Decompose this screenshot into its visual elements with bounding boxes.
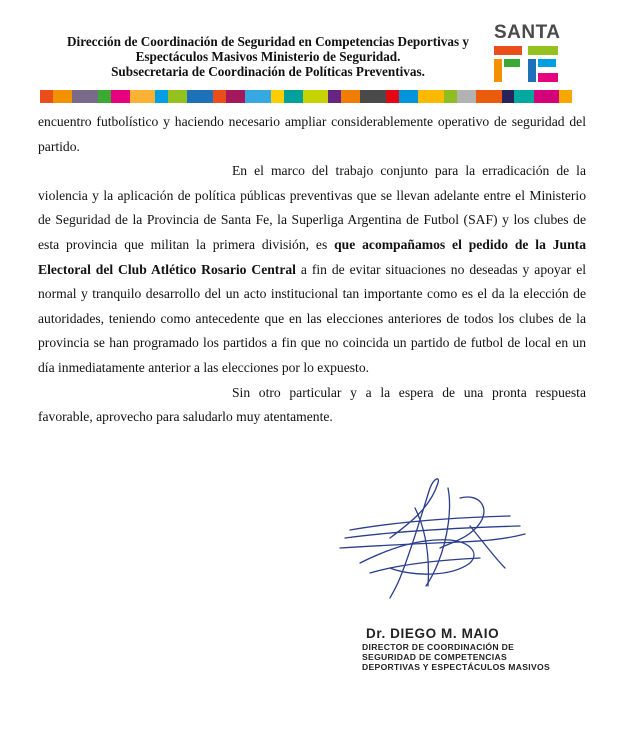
stripe-segment <box>130 90 156 103</box>
paragraph-2 <box>38 159 586 380</box>
stripe-segment <box>360 90 386 103</box>
letterhead <box>0 0 625 110</box>
stripe-segment <box>399 90 418 103</box>
paragraph-2-start: En el marco del trabajo conjunto para la erradicación de la violencia y la aplicación de política públicas preventivas que se llevan adelante entre el Ministerio de Seguridad de la Provincia de Santa Fe, la Superliga Argentina de Futbol (SAF) y los clubes de esta provincia que militan la primera división, es <box>38 163 586 252</box>
paragraph-3: Sin otro particular y a la espera de una pronta respuesta favorable, aprovecho para saludarlo muy atentamente. <box>38 384 586 425</box>
stripe-segment <box>111 90 130 103</box>
logo-fe-mark <box>494 46 560 82</box>
stripe-segment <box>40 90 53 103</box>
stripe-segment <box>341 90 360 103</box>
stripe-segment <box>98 90 111 103</box>
letterhead-title <box>38 34 498 79</box>
stripe-segment <box>457 90 476 103</box>
handwritten-signature <box>330 468 530 608</box>
paragraph-2-bold: que acompañamos el pedido de la Junta Electoral del Club Atlético Rosario Central <box>38 236 586 277</box>
santa-fe-logo <box>494 22 564 84</box>
stripe-segment <box>303 90 329 103</box>
stripe-segment <box>155 90 168 103</box>
signer-title: DIRECTOR DE COORDINACIÓN DE SEGURIDAD DE COMPETENCIAS DEPORTIVAS Y ESPECTÁCULOS MASIVOS <box>362 642 551 672</box>
letterhead-line-1: Dirección de Coordinación de Seguridad en Competencias Deportivas y <box>67 34 469 49</box>
stripe-segment <box>284 90 303 103</box>
stripe-segment <box>476 90 502 103</box>
stripe-segment <box>226 90 245 103</box>
logo-santa-text: SANTA <box>494 22 561 43</box>
stripe-segment <box>72 90 98 103</box>
stripe-segment <box>213 90 226 103</box>
stripe-segment <box>444 90 457 103</box>
paragraph-1: encuentro futbolístico y haciendo necesario ampliar considerablemente operativo de seguridad del partido. <box>38 114 586 154</box>
stripe-segment <box>534 90 560 103</box>
stripe-segment <box>168 90 187 103</box>
signer-block <box>362 626 562 672</box>
stripe-segment <box>328 90 341 103</box>
stripe-segment <box>187 90 213 103</box>
stripe-segment <box>386 90 399 103</box>
letter-body <box>38 110 586 430</box>
stripe-segment <box>271 90 284 103</box>
stripe-segment <box>502 90 515 103</box>
paragraph-2-end: a fin de evitar situaciones no deseadas y apoyar el normal y tranquilo desarrollo del un acto institucional tan importante como es el da la elección de autoridades, teniendo como antecedente que en las elecciones anteriores de todos los clubes de la provincia se han programado los partidos a fin que no coincida un partido de futbol de local en un día inmediatamente anterior a las elecciones por lo expuesto. <box>38 261 587 375</box>
letterhead-line-3: Subsecretaria de Coordinación de Políticas Preventivas. <box>111 64 425 79</box>
stripe-segment <box>559 90 572 103</box>
letterhead-line-2: Espectáculos Masivos Ministerio de Seguridad. <box>135 49 401 64</box>
stripe-segment <box>245 90 271 103</box>
stripe-segment <box>514 90 533 103</box>
stripe-segment <box>418 90 444 103</box>
stripe-segment <box>53 90 72 103</box>
color-stripe <box>40 90 572 103</box>
signer-name: Dr. DIEGO M. MAIO <box>366 626 500 641</box>
